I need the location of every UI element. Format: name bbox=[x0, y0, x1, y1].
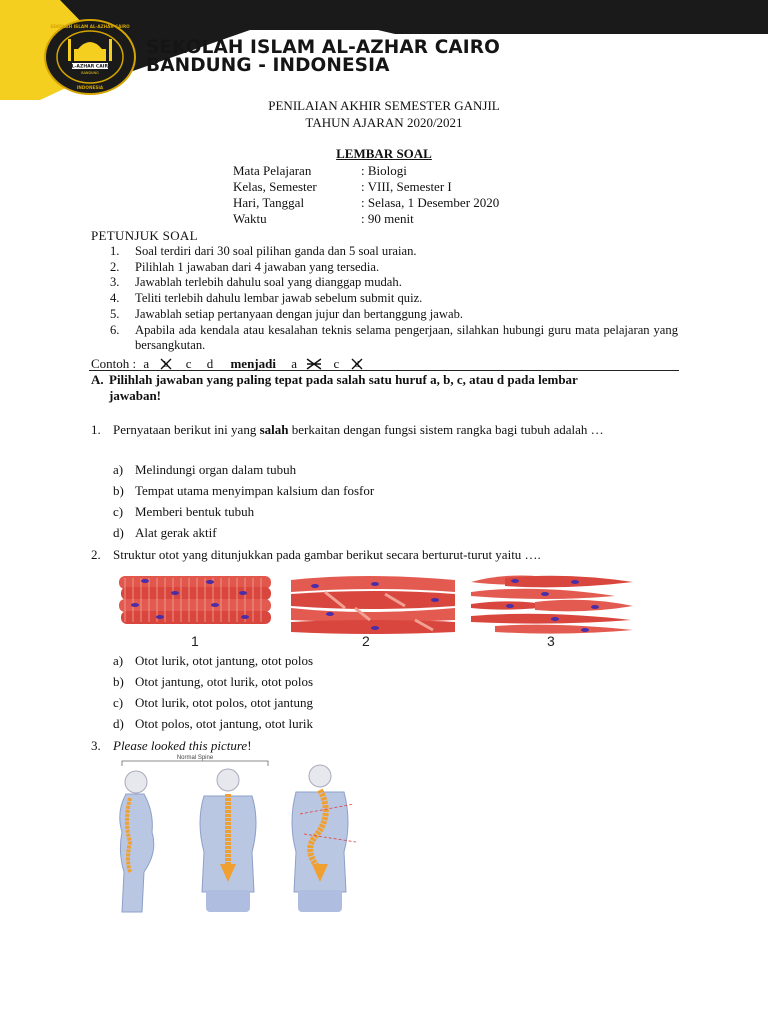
q1-option-a[interactable] bbox=[113, 462, 296, 478]
spine-figure bbox=[108, 752, 370, 917]
q1-option-b[interactable] bbox=[113, 483, 374, 499]
info-key: Hari, Tanggal bbox=[233, 195, 305, 210]
school-name-line1: SEKOLAH ISLAM AL-AZHAR CAIRO bbox=[146, 37, 500, 58]
exam-info bbox=[233, 163, 499, 227]
instruction-number: 4. bbox=[110, 291, 120, 306]
option-letter: c) bbox=[113, 695, 124, 710]
instruction-number: 2. bbox=[110, 259, 120, 274]
instruction-number: 6. bbox=[110, 322, 120, 337]
info-key: Mata Pelajaran bbox=[233, 163, 312, 178]
question-text: Please looked this picture bbox=[113, 738, 248, 753]
cardiac-muscle-illustration bbox=[291, 576, 455, 634]
option-text: Memberi bentuk tubuh bbox=[135, 504, 255, 519]
instruction-item bbox=[110, 275, 678, 291]
info-value: : 90 menit bbox=[361, 211, 414, 226]
info-row-time bbox=[233, 211, 499, 227]
instruction-number: 5. bbox=[110, 306, 120, 321]
option-letter: c) bbox=[113, 504, 124, 519]
q2-option-a[interactable] bbox=[113, 653, 313, 669]
q2-option-d[interactable] bbox=[113, 716, 313, 732]
instruction-text: Soal terdiri dari 30 soal pilihan ganda dan 5 soal uraian. bbox=[135, 244, 417, 258]
q1-option-d[interactable] bbox=[113, 525, 217, 541]
svg-text:AL-AZHAR CAIRO: AL-AZHAR CAIRO bbox=[68, 64, 112, 70]
option-text: Otot lurik, otot polos, otot jantung bbox=[135, 695, 314, 710]
sheet-title: LEMBAR SOAL bbox=[336, 146, 432, 161]
svg-text:BANDUNG: BANDUNG bbox=[81, 71, 99, 75]
q2-option-c[interactable] bbox=[113, 695, 313, 711]
instruction-number: 3. bbox=[110, 275, 120, 290]
option-letter: a) bbox=[113, 462, 124, 477]
q1-option-c[interactable] bbox=[113, 504, 254, 520]
info-row-date bbox=[233, 195, 499, 211]
option-text: Melindungi organ dalam tubuh bbox=[135, 462, 297, 477]
instruction-text: Jawablah terlebih dahulu soal yang dianggap mudah. bbox=[135, 275, 402, 290]
instruction-item bbox=[110, 307, 678, 323]
option-text: Tempat utama menyimpan kalsium dan fosfor bbox=[135, 483, 375, 498]
svg-text:INDONESIA: INDONESIA bbox=[76, 85, 104, 90]
question-text: Struktur otot yang ditunjukkan pada gambar berikut secara berturut-turut yaitu …. bbox=[113, 547, 541, 562]
svg-text:b: b bbox=[164, 360, 169, 369]
exam-title: PENILAIAN AKHIR SEMESTER GANJIL bbox=[268, 98, 500, 113]
back-view-scoliosis-figure bbox=[292, 765, 356, 912]
example-option-c2: c bbox=[333, 356, 340, 371]
question-text-end: ! bbox=[247, 738, 252, 753]
example-option-d: d bbox=[206, 356, 214, 371]
instruction-text: Jawablah setiap pertanyaan dengan jujur dan bertanggung jawab. bbox=[135, 306, 464, 321]
example-label: Contoh : bbox=[91, 356, 137, 371]
school-logo bbox=[44, 19, 136, 95]
double-cross-mark-icon bbox=[306, 358, 322, 370]
info-value: : Selasa, 1 Desember 2020 bbox=[361, 195, 500, 210]
option-letter: d) bbox=[113, 716, 124, 731]
option-text: Alat gerak aktif bbox=[135, 525, 217, 540]
question-1 bbox=[91, 421, 679, 438]
option-text: Otot jantung, otot lurik, otot polos bbox=[135, 674, 314, 689]
info-key: Waktu bbox=[233, 211, 267, 226]
info-key: Kelas, Semester bbox=[233, 179, 317, 194]
instruction-item bbox=[110, 291, 678, 307]
instructions-list bbox=[110, 244, 678, 354]
normal-spine-label: Normal Spine bbox=[176, 755, 214, 761]
academic-year: TAHUN AJARAN 2020/2021 bbox=[305, 115, 463, 130]
instruction-text: Teliti terlebih dahulu lembar jawab sebelum submit quiz. bbox=[135, 291, 423, 306]
question-text-end: berkaitan dengan fungsi sistem rangka bagi tubuh adalah … bbox=[291, 422, 604, 437]
question-number: 2. bbox=[91, 547, 101, 562]
side-view-figure bbox=[120, 771, 154, 912]
section-a-line2: jawaban! bbox=[109, 388, 162, 403]
instruction-text: Pilihlah 1 jawaban dari 4 jawaban yang tersedia. bbox=[135, 259, 380, 274]
svg-text:d: d bbox=[354, 360, 359, 369]
section-a-line1: Pilihlah jawaban yang paling tepat pada salah satu huruf a, b, c, atau d pada lembar bbox=[109, 372, 578, 387]
option-letter: a) bbox=[113, 653, 124, 668]
option-letter: d) bbox=[113, 525, 124, 540]
cross-mark-icon bbox=[160, 358, 172, 370]
section-a-instruction bbox=[91, 372, 679, 404]
info-value: : VIII, Semester I bbox=[361, 179, 452, 194]
example-option-a2: a bbox=[291, 356, 297, 371]
info-row-subject bbox=[233, 163, 499, 179]
muscle-figure bbox=[115, 572, 637, 652]
figure-label-2: 2 bbox=[362, 633, 370, 649]
svg-text:SEKOLAH ISLAM AL-AZHAR CAIRO: SEKOLAH ISLAM AL-AZHAR CAIRO bbox=[50, 24, 130, 29]
q2-option-b[interactable] bbox=[113, 674, 313, 690]
question-number: 3. bbox=[91, 738, 101, 753]
figure-label-3: 3 bbox=[547, 633, 555, 649]
question-number: 1. bbox=[91, 422, 101, 437]
question-2 bbox=[91, 546, 679, 563]
example-option-c: c bbox=[185, 356, 192, 371]
question-text: Pernyataan berikut ini yang bbox=[113, 422, 257, 437]
smooth-muscle-illustration bbox=[471, 575, 633, 633]
school-name-line2: BANDUNG - INDONESIA bbox=[146, 55, 390, 76]
back-view-normal-figure bbox=[200, 769, 256, 912]
example-becomes: menjadi bbox=[230, 356, 276, 371]
instruction-text: Apabila ada kendala atau kesalahan teknis selama pengerjaan, silahkan hubungi guru mata pelajaran yang bersangkutan. bbox=[135, 322, 678, 353]
option-letter: b) bbox=[113, 483, 124, 498]
instruction-item bbox=[110, 323, 678, 354]
info-row-class bbox=[233, 179, 499, 195]
header-band bbox=[0, 0, 768, 100]
instruction-item bbox=[110, 260, 678, 276]
cross-mark-icon bbox=[351, 358, 363, 370]
info-value: : Biologi bbox=[361, 163, 407, 178]
section-label: A. bbox=[91, 372, 104, 387]
option-letter: b) bbox=[113, 674, 124, 689]
skeletal-muscle-illustration bbox=[119, 576, 271, 624]
instruction-item bbox=[110, 244, 678, 260]
figure-label-1: 1 bbox=[191, 633, 199, 649]
instructions-heading: PETUNJUK SOAL bbox=[91, 228, 198, 243]
option-text: Otot lurik, otot jantung, otot polos bbox=[135, 653, 314, 668]
divider bbox=[89, 370, 679, 371]
example-option-a: a bbox=[143, 356, 150, 371]
question-emphasis: salah bbox=[259, 422, 289, 437]
school-name bbox=[146, 39, 500, 75]
option-text: Otot polos, otot jantung, otot lurik bbox=[135, 716, 314, 731]
instruction-number: 1. bbox=[110, 244, 120, 258]
